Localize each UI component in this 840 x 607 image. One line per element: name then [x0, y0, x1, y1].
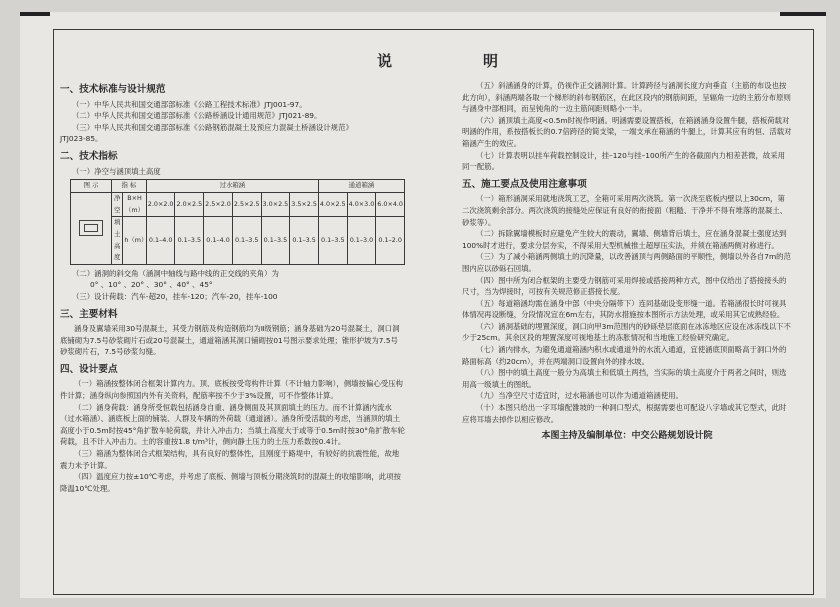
- table-cell: 6.0×4.0: [376, 193, 405, 217]
- title-char-1: 说: [377, 52, 395, 70]
- paragraph: （二）拆除翼墙模板时应避免产生较大的震动，翼墙、侧墙背后填土，应在涵身混凝土强度达到100%时才进行，要求分层夯实，不得采用大型机械推土超厚压实法，并须在箱涵两侧对称进行。: [462, 229, 787, 250]
- section-heading: 四、设计要点: [60, 363, 118, 375]
- scan-edge-bar: [780, 12, 826, 16]
- row-unit: B×H（m）: [123, 193, 146, 217]
- right-column: [462, 80, 792, 443]
- box-section-icon: [79, 220, 103, 236]
- paragraph: （八）图中的填土高度一般分为高填土和低填土两挡，当实际的填土高度介于两者之间时，则选用高一级填土的图纸。: [462, 368, 787, 389]
- table-cell: 0.1–3.0: [347, 217, 376, 264]
- table-cell: 0.1–3.5: [175, 217, 204, 264]
- compiler-credit: 本图主持及编制单位：中交公路规划设计院: [541, 431, 713, 442]
- text-line: （一）净空与涵顶填土高度: [72, 166, 161, 176]
- table-header: 过水箱涵: [146, 180, 318, 193]
- paragraph: （五）斜涵涵身的计算，仍视作正交涵洞计算。计算跨径与涵洞长度方向垂直（主筋的布设也按此方向），斜涵两端各取一个梯形的斜布钢筋区，在此区段内的钢筋间距，呈辐角一边的主筋分布原则与涵身中部相同，而呈钝角的一边主筋间距则略小一半。: [462, 81, 791, 114]
- row-label: 填土高度: [112, 217, 123, 264]
- table-cell: 0.1–3.5: [261, 217, 290, 264]
- paragraph: （五）每道箱涵均需在涵身中部（中央分隔带下）连同基础设变形缝一道。若箱涵很长时可视具体情况再设断缝，分段情况宜在6m左右，其防水措施按本图所示方法处理，或采用其它成熟经验。: [462, 298, 787, 320]
- table-cell: 3.0×2.5: [261, 193, 290, 217]
- scan-edge-bar: [20, 12, 50, 16]
- text-line: 0° 、10° 、20° 、30° 、40° 、45°: [90, 280, 213, 290]
- table-header: 指 标: [112, 180, 147, 193]
- paragraph: （一）箱形涵洞采用就地浇筑工艺，全箱可采用两次浇筑。第一次浇至底板内壁以上30cm，第二次浇筑剩余部分。两次浇筑的接缝处应保证有良好的衔接面（粗糙、干净并不得有堆落的混凝土、砂浆等）。: [462, 194, 788, 227]
- table-cell: 3.5×2.5: [290, 193, 319, 217]
- text-line: JTJ023-85。: [60, 134, 103, 144]
- section-heading: 二、技术指标: [60, 150, 118, 162]
- left-column: [60, 80, 405, 494]
- paragraph: （九）当净空尺寸适宜时，过水箱涵也可以作为通道箱涵使用。: [476, 391, 683, 401]
- table-cell: 0.1–4.0: [146, 217, 175, 264]
- table-cell: 2.0×2.5: [175, 193, 204, 217]
- paragraph: （四）图中所为闭合框架的主要受力钢筋可采用焊接或搭接两种方式，图中仅给出了搭接接头的尺寸，当为焊接时，可按有关规范修正搭接长度。: [462, 275, 787, 297]
- table-cell: 2.5×2.0: [204, 193, 233, 217]
- title-char-2: 明: [483, 52, 501, 70]
- paragraph: 涵身及翼墙采用30号混凝土，其受力钢筋及构造钢筋均为Ⅱ级钢筋；涵身基础为20号混凝土，洞口洞底铺砌为7.5号砂浆砌片石或20号混凝土，通道箱涵其洞口铺砌按01号图示要求处理；锥形护坡为7.5号砂浆砌片石，7.5号砂浆勾缝。: [60, 324, 400, 357]
- table-cell: 2.0×2.0: [146, 193, 175, 217]
- table-cell: 4.0×2.5: [318, 193, 347, 217]
- table-cell: 0.1–3.5: [232, 217, 261, 264]
- row-unit: h（m）: [123, 217, 146, 264]
- paragraph: （十）本图只给出一字耳墙配雒坡的一种洞口型式，根据需要也可配设八字墙或其它型式，此时应将耳墙去掉作以相应修改。: [462, 403, 787, 424]
- paragraph: （四）温度应力按±10℃考虑，并考虑了底板、侧墙与顶板分期浇筑时的混凝土的收缩影响，此项按降温10℃处理。: [60, 472, 401, 493]
- table-cell: 0.1–2.0: [376, 217, 405, 264]
- paragraph: （三）箱涵为整体闭合式框架结构，具有良好的整体性，且刚度于路堤中，有较好的抗震性能，故地震力未予计算。: [60, 449, 400, 470]
- table-cell: 0.1–4.0: [204, 217, 233, 264]
- table-cell: 2.5×2.5: [232, 193, 261, 217]
- section-heading: 三、主要材料: [60, 308, 118, 320]
- paragraph: （一）箱涵按整体闭合框架计算内力。顶、底板按受弯构件计算（不计轴力影响），侧墙按偏心受压构件计算；涵身纵向参照国内外有关资料，配筋率按不少于3%设置，可不作整体计算。: [60, 379, 403, 401]
- table-cell: 0.1–3.5: [318, 217, 347, 264]
- text-line: （二）涵洞的斜交角（涵洞中轴线与路中线的正交线的夹角）为: [72, 268, 279, 278]
- table-cell: 4.0×3.0: [347, 193, 376, 217]
- drawing-sheet: [20, 12, 826, 598]
- text-line: （三）中华人民共和国交通部部标准《公路钢筋混凝土及预应力混凝土桥涵设计规范》: [72, 122, 353, 132]
- paragraph: （七）涵内排水，为避免通道箱涵内积水或通道外的水流入通道，宜使涵底顶面略高于洞口外的路面标高（约20cm），并在两端洞口设置向外的排水坡。: [462, 345, 787, 366]
- paragraph: （三）为了减小箱涵两侧填土的沉降量，以改善涵顶与两侧路面的平顺性，侧墙以外各自7m的范围内应以砂砾石回填。: [462, 252, 791, 273]
- clearance-table: [70, 179, 405, 265]
- paragraph: （六）涵顶填土高度<0.5m时视作明涵。明涵需要设置搭板，在箱涵涵身设置牛腿，搭板荷载对明涵的作用，系按搭板长的0.7倍跨径的简支梁，一端支承在箱涵的牛腿上，计算其应有的恒、活载对箱涵产生的效应。: [462, 115, 792, 148]
- section-heading: 五、施工要点及使用注意事项: [462, 178, 587, 190]
- table-cell: 0.1–3.5: [290, 217, 319, 264]
- text-line: （一）中华人民共和国交通部部标准《公路工程技术标准》JTJ001-97。: [72, 99, 307, 109]
- paragraph: （七）计算表明以挂车荷载控制设计，挂–120与挂–100所产生的各截面内力相差甚微，故采用同一配筋。: [462, 150, 786, 172]
- paragraph: （二）涵身荷载：涵身所受恒载包括涵身自重、涵身侧面及其顶面填土的压力。而不计算涵内流水（过水箱涵）、涵底板上面的铺装、人群及车辆的外荷载（通道涵）。涵身所受活载的考虑，当涵顶的填土高度小于0.5m时按45°角扩散车轮荷载，并计入冲击力；当填土高度大于或等于0.5m时按30°角扩散车轮荷载，且不计入冲击力。土的容重按1.8 t/m³计，侧向静土压力的土压力系数按0.4计。: [60, 402, 405, 447]
- paragraph: （六）涵洞基础的埋置深度，洞口向甲3m范围内的砂砾垫层底面在冰冻地区应设在冰冻线以下不少于25cm。其余区段的埋置深度可视地基土的冻胀情况和当地施工经验研究确定。: [462, 321, 791, 343]
- table-header: 通道箱涵: [318, 180, 404, 193]
- text-line: （三）设计荷载：汽车-超20，挂车-120；汽车-20，挂车-100: [72, 291, 278, 301]
- table-header: 图 示: [71, 180, 112, 193]
- text-line: （二）中华人民共和国交通部部标准《公路桥涵设计通用规范》JTJ021-89。: [72, 111, 322, 121]
- section-heading: 一、技术标准与设计规范: [60, 84, 166, 95]
- box-culvert-diagram: [71, 193, 112, 265]
- row-label: 净 空: [112, 193, 123, 217]
